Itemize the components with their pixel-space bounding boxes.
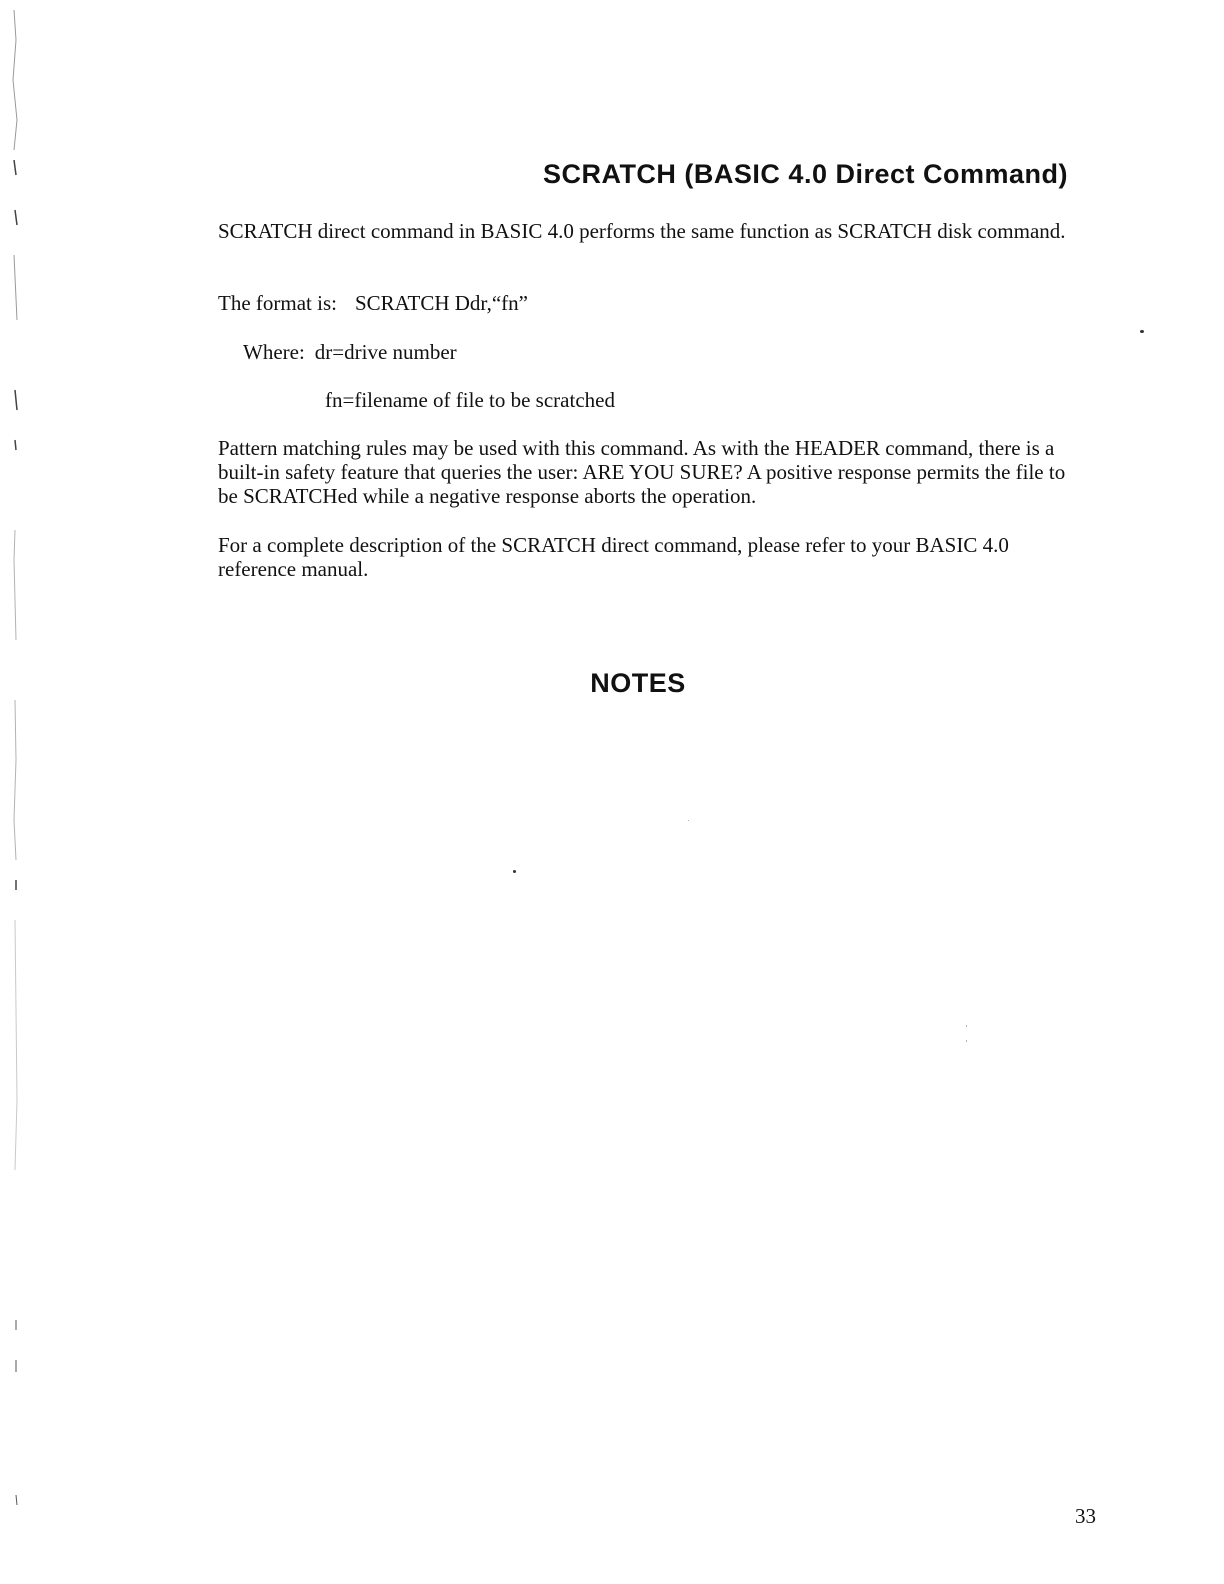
- format-command: SCRATCH Ddr,“fn”: [354, 291, 528, 315]
- where-line: [243, 340, 1103, 364]
- scan-speck: [966, 1025, 967, 1027]
- format-label: The format is:: [218, 291, 337, 315]
- intro-paragraph: SCRATCH direct command in BASIC 4.0 performs the same function as SCRATCH disk command.: [218, 219, 1066, 243]
- notes-heading: NOTES: [590, 668, 686, 698]
- pattern-paragraph: Pattern matching rules may be used with this command. As with the HEADER command, there is a built-in safety feature that queries the user: ARE YOU SURE? A positive response permits the file to be SCRATCHed while a negative response aborts the operation.: [218, 436, 1066, 508]
- page-title: SCRATCH (BASIC 4.0 Direct Command): [542, 159, 1068, 189]
- format-line: [218, 291, 1078, 315]
- scan-speck: [966, 1040, 967, 1042]
- page-number: 33: [1075, 1504, 1096, 1528]
- where-dr-definition: dr=drive number: [314, 340, 457, 364]
- scan-speck: [688, 820, 689, 821]
- reference-paragraph: For a complete description of the SCRATCH direct command, please refer to your BASIC 4.0 reference manual.: [218, 533, 1009, 581]
- where-label: Where:: [243, 340, 305, 364]
- where-fn-definition: fn=filename of file to be scratched: [325, 388, 615, 412]
- scan-speck: [513, 870, 516, 873]
- scan-speck: [1140, 330, 1144, 333]
- scan-edge-marks: [8, 0, 28, 1584]
